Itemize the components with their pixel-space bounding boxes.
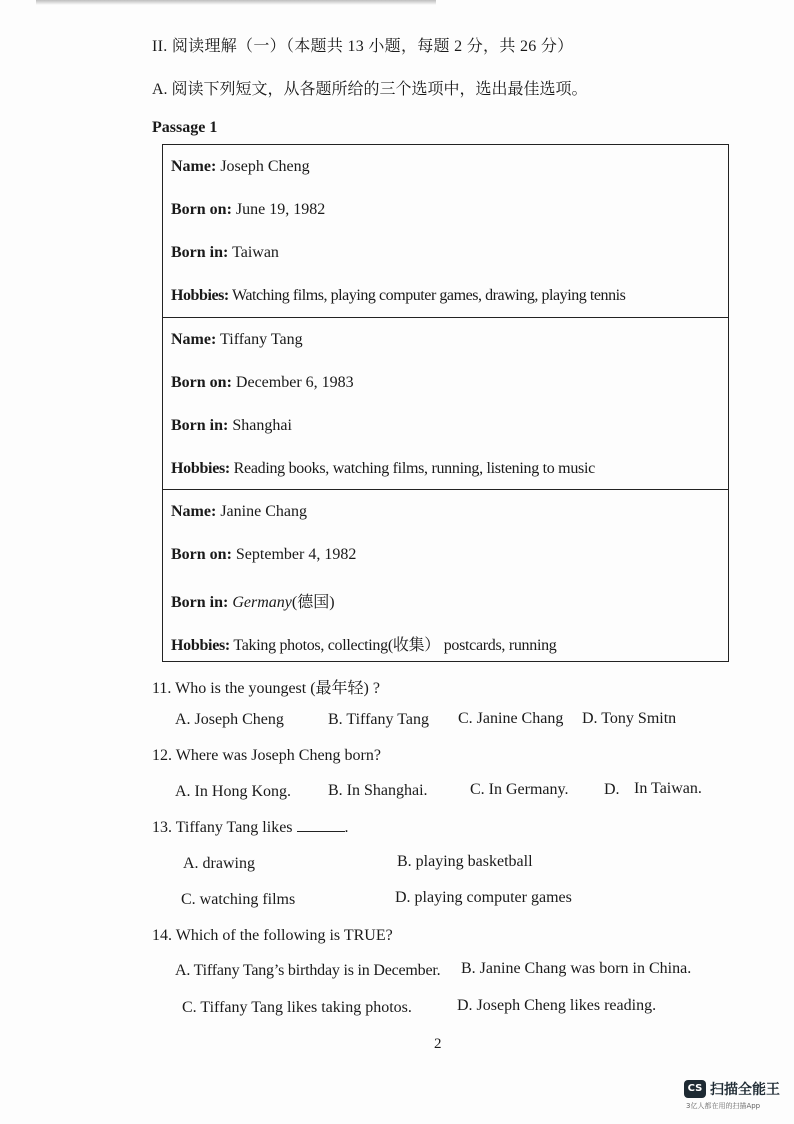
- profile-hobbies: Reading books, watching films, running, listening to music: [233, 459, 595, 477]
- scan-edge-shadow: [36, 0, 436, 5]
- name-label: Name:: [171, 503, 217, 520]
- answer-option-letter: D.: [604, 781, 620, 798]
- answer-option: B. Janine Chang was born in China.: [461, 960, 692, 977]
- profile-born-in-row: [171, 244, 279, 262]
- answer-option: C. watching films: [181, 891, 296, 908]
- profile-born-in-row: [171, 417, 292, 435]
- name-label: Name:: [171, 330, 217, 348]
- answer-option: A. In Hong Kong.: [175, 783, 291, 800]
- profile-born-in-row: [171, 589, 335, 612]
- question-stem: 12. Where was Joseph Cheng born?: [152, 747, 381, 764]
- profile-hobbies-rest: postcards, running: [443, 637, 557, 654]
- watermark-tagline: 3亿人都在用的扫描App: [686, 1102, 761, 1110]
- answer-option: D. playing computer games: [395, 889, 572, 906]
- profile-born-on-row: [171, 374, 354, 392]
- profile-hobbies-note: (收集）: [387, 637, 440, 654]
- profile-name-row: [171, 503, 307, 521]
- profile-born-on-row: [171, 201, 325, 219]
- profile-hobbies: Taking photos, collecting: [233, 637, 388, 654]
- profile-table: [162, 144, 729, 662]
- answer-blank: [297, 819, 345, 832]
- section-title: II. 阅读理解（一）（本题共 13 小题，每题 2 分，共 26 分）: [152, 38, 574, 55]
- answer-option: B. Tiffany Tang: [328, 711, 429, 728]
- answer-option: B. In Shanghai.: [328, 782, 428, 799]
- question-stem-end: .: [344, 819, 349, 836]
- hobbies-label: Hobbies:: [171, 287, 229, 304]
- profile-born-on: September 4, 1982: [235, 546, 357, 563]
- profile-born-in: Germany: [232, 594, 292, 611]
- profile-name: Janine Chang: [220, 503, 307, 520]
- instruction-text: A. 阅读下列短文，从各题所给的三个选项中，选出最佳选项。: [152, 81, 588, 98]
- hobbies-label: Hobbies:: [171, 637, 230, 654]
- answer-option: In Taiwan.: [634, 780, 702, 797]
- name-label: Name:: [171, 158, 217, 175]
- born-on-label: Born on:: [171, 201, 232, 218]
- born-in-label: Born in:: [171, 594, 229, 611]
- scanner-watermark: [684, 1078, 784, 1114]
- profile-name: Tiffany Tang: [220, 330, 303, 348]
- answer-option: A. drawing: [183, 855, 255, 872]
- question-stem-text: 13. Tiffany Tang likes: [152, 819, 293, 836]
- answer-option: D. Tony Smitn: [582, 710, 677, 727]
- answer-option: C. Tiffany Tang likes taking photos.: [182, 999, 412, 1016]
- profile-hobbies-row: [171, 632, 557, 655]
- born-in-label: Born in:: [171, 416, 229, 434]
- profile-born-on: December 6, 1983: [235, 373, 354, 391]
- profile-name-row: [171, 331, 303, 349]
- profile-name: Joseph Cheng: [220, 158, 310, 175]
- born-on-label: Born on:: [171, 373, 232, 391]
- profile-born-in: Taiwan: [232, 244, 279, 261]
- profile-born-in-note: (德国): [291, 594, 335, 611]
- profile-born-in: Shanghai: [232, 416, 292, 434]
- question-stem: 14. Which of the following is TRUE?: [152, 927, 393, 944]
- answer-option: C. Janine Chang: [458, 710, 564, 727]
- camscanner-logo-icon: CS: [684, 1080, 706, 1098]
- profile-hobbies-row: [171, 287, 625, 305]
- hobbies-label: Hobbies:: [171, 459, 230, 477]
- profile-born-on: June 19, 1982: [235, 201, 326, 218]
- watermark-app-name: 扫描全能王: [710, 1082, 780, 1098]
- page-number: 2: [434, 1036, 442, 1052]
- question-stem: 11. Who is the youngest (最年轻) ?: [152, 680, 380, 697]
- profile-name-row: [171, 158, 310, 176]
- born-on-label: Born on:: [171, 546, 232, 563]
- profile-card: [163, 145, 728, 318]
- passage-title: Passage 1: [152, 119, 218, 136]
- profile-card: [163, 318, 728, 491]
- profile-hobbies-row: [171, 460, 595, 478]
- answer-option: A. Tiffany Tang’s birthday is in December.: [175, 962, 441, 979]
- answer-option: A. Joseph Cheng: [175, 711, 284, 728]
- question-stem: [152, 819, 349, 837]
- answer-option: B. playing basketball: [397, 853, 533, 870]
- born-in-label: Born in:: [171, 244, 229, 261]
- answer-option: C. In Germany.: [470, 781, 569, 798]
- profile-card: [163, 490, 728, 663]
- profile-born-on-row: [171, 546, 356, 564]
- profile-hobbies: Watching films, playing computer games, drawing, playing tennis: [232, 287, 626, 304]
- answer-option: D. Joseph Cheng likes reading.: [457, 997, 657, 1014]
